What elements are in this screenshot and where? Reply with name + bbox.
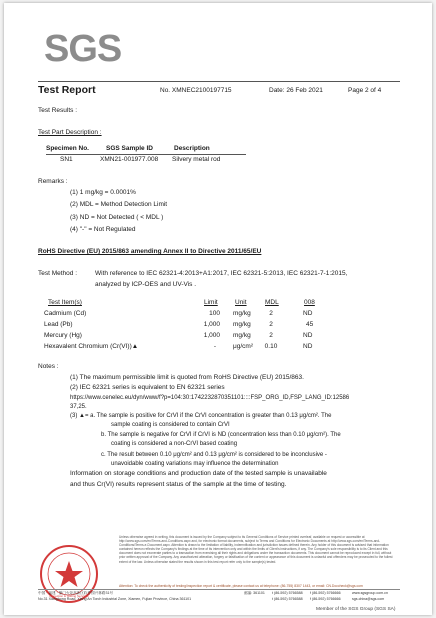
footer-fax: f (86-592) 5766666: [310, 591, 341, 595]
note-3b: b. The sample is negative for CrVI if CrVI is ND (concentration less than 0.10 μg/cm²). The: [101, 432, 341, 438]
results-row-mdl: 2: [269, 310, 273, 317]
authenticity-notice: Attention: To check the authenticity of testing/inspection report & certificate, please contact us at telephone: (86-755) 8307 1443, or email: CN.Doccheck@sgs.com: [119, 584, 363, 588]
footer-divider: [38, 589, 400, 590]
specimen-header-id: SGS Sample ID: [106, 145, 153, 152]
footer-fax: f (86-592) 5766666: [310, 597, 341, 601]
remark-item: (4) "-" = Not Regulated: [70, 226, 136, 233]
results-header-limit: Limit: [204, 299, 218, 306]
results-row-mdl: 2: [269, 321, 273, 328]
note-2: (2) IEC 62321 series is equivalent to EN 62321 series: [70, 384, 225, 391]
results-row-item: Lead (Pb): [44, 321, 73, 328]
report-title: Test Report: [38, 84, 96, 96]
note-1: (1) The maximum permissible limit is quoted from RoHS Directive (EU) 2015/863.: [70, 374, 304, 381]
specimen-description: Silvery metal rod: [172, 156, 221, 163]
footer-tel: t (86-592) 5766588: [272, 597, 303, 601]
results-header-item: Test Item(s): [48, 299, 82, 306]
specimen-sample-id: XMN21-001977.008: [100, 156, 159, 163]
specimen-header-no: Specimen No.: [46, 145, 89, 152]
results-header-unit: Unit: [235, 299, 247, 306]
note-3a-cont: sample coating is considered to contain CrVI: [111, 422, 230, 428]
specimen-no: SN1: [60, 156, 73, 163]
note-3c-cont: unavoidable coating variations may influence the determination: [111, 461, 279, 467]
svg-text:SGS: SGS: [44, 28, 122, 67]
results-row-item: Mercury (Hg): [44, 332, 82, 339]
remark-item: (3) ND = Not Detected ( < MDL ): [70, 214, 164, 221]
results-row-item: Hexavalent Chromium (Cr(VI))▲: [44, 343, 139, 350]
results-row-unit: mg/kg: [233, 321, 251, 328]
footer-website[interactable]: www.sgsgroup.com.cn: [352, 591, 388, 595]
results-row-value: 45: [306, 321, 314, 328]
test-method-line: analyzed by ICP-OES and UV-Vis .: [95, 281, 197, 288]
disclaimer-text: Unless otherwise agreed in writing, this document is issued by the Company subject to its General Conditions of Service printed overleaf, available on request or accessible at http://www.sgs.com/en/Terms-and-Conditions.aspx and, for electronic format documents, subject to Terms and Conditions for Electronic Documents at http://www.sgs.com/en/Terms-and-Conditions/Terms-e-Document.aspx. Attention is drawn to the limitation of liability, indemnification and jurisdiction issues defined therein. Any holder of this document is advised that information contained hereon reflects the Company's findings at the time of its intervention only and within the limits of Client's instructions, if any. The Company's sole responsibility is to its Client and this document does not exonerate parties to a transaction from exercising all their rights and obligations under the transaction documents. This document cannot be reproduced except in full, without prior written approval of the Company. Any unauthorized alteration, forgery or falsification of the content or appearance of this document is unlawful and offenders may be prosecuted to the fullest extent of the law. Unless otherwise stated the results shown in this test report refer only to the sample(s) tested.: [119, 535, 393, 564]
report-page: [4, 3, 432, 615]
header-divider: [38, 81, 400, 82]
results-row-unit: mg/kg: [233, 332, 251, 339]
note-url-cont: 37,25.: [70, 404, 87, 410]
results-row-item: Cadmium (Cd): [44, 310, 87, 317]
test-method-line: With reference to IEC 62321-4:2013+A1:2017, IEC 62321-5:2013, IEC 62321-7-1:2015,: [95, 270, 348, 277]
rohs-heading: RoHS Directive (EU) 2015/863 amending Annex II to Directive 2011/65/EU: [38, 248, 262, 255]
notes-label: Notes :: [38, 363, 59, 370]
stamp-text: Inspection & Testing Services: [49, 594, 89, 598]
storage-info-cont: and thus Cr(VI) results represent status of the sample at the time of testing.: [70, 481, 287, 488]
remark-item: (1) 1 mg/kg = 0.0001%: [70, 189, 136, 196]
sgs-logo: [42, 25, 132, 67]
test-part-label: Test Part Description :: [38, 129, 102, 136]
test-results-label: Test Results :: [38, 107, 78, 114]
footer-email[interactable]: sgs.china@sgs.com: [352, 597, 385, 601]
results-row-limit: -: [213, 343, 216, 350]
storage-info: Information on storage conditions and production date of the tested sample is unavailable: [70, 470, 327, 477]
results-header-mdl: MDL: [265, 299, 279, 306]
results-row-limit: 1,000: [203, 321, 220, 328]
report-date: Date: 26 Feb 2021: [269, 87, 323, 94]
remarks-label: Remarks :: [38, 178, 68, 185]
results-row-mdl: 2: [269, 332, 273, 339]
page-number: Page 2 of 4: [348, 87, 382, 94]
results-row-limit: 1,000: [203, 332, 220, 339]
results-row-limit: 100: [209, 310, 220, 317]
footer-address-en: No.31 Xianghong Road, Xiang'An Torch Industrial Zone, Xiamen, Fujian Province, China 361101: [38, 597, 192, 601]
footer-tel: t (86-592) 5766588: [272, 591, 303, 595]
results-header-008: 008: [304, 299, 315, 306]
specimen-header-rule: [46, 154, 246, 155]
specimen-header-desc: Description: [174, 145, 210, 152]
note-3a: (3) ▲= a. The sample is positive for CrVI if the CrVI concentration is greater than 0.13 μg/cm². The: [70, 413, 332, 419]
note-url[interactable]: https://www.cenelec.eu/dyn/www/f?p=104:30:1742232870351101::::FSP_ORG_ID,FSP_LANG_ID:12586: [70, 395, 350, 401]
report-number: No. XMNEC2100197715: [160, 87, 232, 94]
note-3c: c. The result between 0.10 μg/cm² and 0.13 μg/cm² is considered to be inconclusive -: [101, 452, 327, 458]
results-row-unit: mg/kg: [233, 310, 251, 317]
footer-zip: 邮编: 361101: [244, 591, 265, 595]
remark-item: (2) MDL = Method Detection Limit: [70, 201, 168, 208]
test-method-label: Test Method :: [38, 270, 78, 277]
footer-member: Member of the SGS Group (SGS SA): [316, 607, 396, 612]
note-3b-cont: coating is considered a non-CrVI based coating: [111, 441, 238, 447]
results-row-value: ND: [303, 343, 313, 350]
results-row-unit: μg/cm²: [233, 343, 253, 350]
results-row-mdl: 0.10: [264, 343, 278, 350]
results-row-value: ND: [303, 332, 313, 339]
results-row-value: ND: [303, 310, 313, 317]
footer-address-cn: 中国 · 福建 · 厦门火炬高新区软件园兴林路31号: [38, 591, 114, 595]
